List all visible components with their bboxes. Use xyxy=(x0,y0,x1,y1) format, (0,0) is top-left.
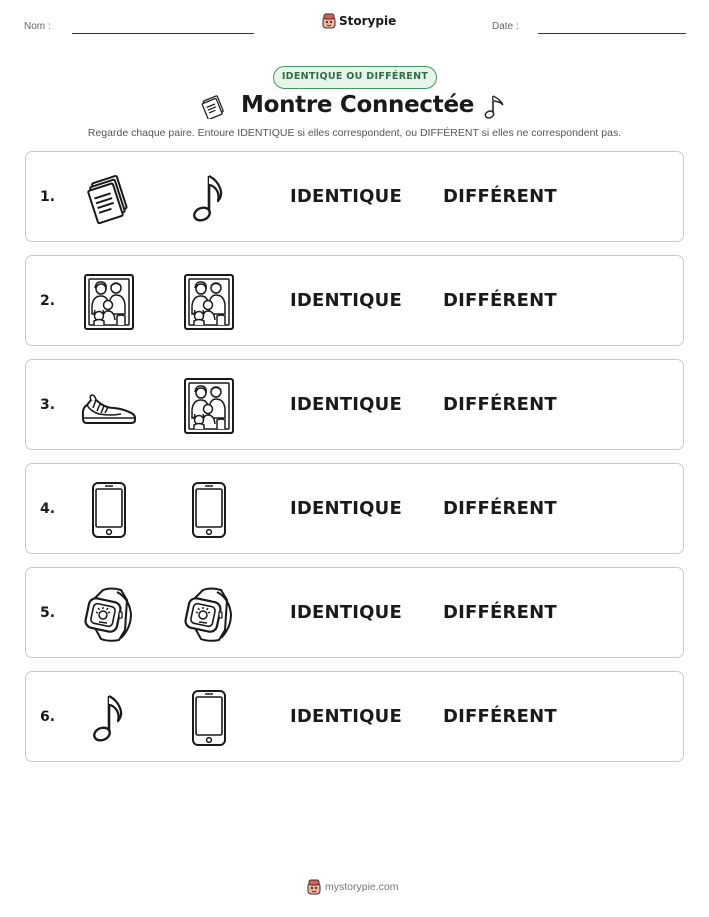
brand-logo xyxy=(322,13,396,29)
family-photo-icon xyxy=(181,274,237,330)
smartphone-icon xyxy=(181,690,237,746)
option-different[interactable]: DIFFÉRENT xyxy=(443,706,557,727)
music-note-icon xyxy=(482,92,508,122)
date-label: Date : xyxy=(492,21,519,32)
row-number: 2. xyxy=(40,293,56,309)
exercise-row xyxy=(25,671,684,762)
exercise-row xyxy=(25,463,684,554)
page-title: Montre Connectée xyxy=(241,92,475,118)
smartphone-icon xyxy=(81,482,137,538)
family-photo-icon xyxy=(181,378,237,434)
option-different[interactable]: DIFFÉRENT xyxy=(443,186,557,207)
smartphone-icon xyxy=(181,482,237,538)
row-number: 1. xyxy=(40,189,56,205)
row-number: 3. xyxy=(40,397,56,413)
option-identique[interactable]: IDENTIQUE xyxy=(290,394,402,415)
row-number: 5. xyxy=(40,605,56,621)
worksheet-type-badge: IDENTIQUE OU DIFFÉRENT xyxy=(273,66,437,89)
title-row xyxy=(0,91,709,125)
footer-url[interactable]: mystorypie.com xyxy=(325,881,399,893)
family-photo-icon xyxy=(81,274,137,330)
notebook-icon xyxy=(81,170,137,226)
sneaker-icon xyxy=(81,378,137,434)
name-label: Nom : xyxy=(24,21,51,32)
storypie-mascot-icon xyxy=(322,13,336,29)
row-number: 6. xyxy=(40,709,56,725)
option-identique[interactable]: IDENTIQUE xyxy=(290,602,402,623)
option-identique[interactable]: IDENTIQUE xyxy=(290,290,402,311)
option-identique[interactable]: IDENTIQUE xyxy=(290,498,402,519)
smartwatch-icon xyxy=(81,586,137,642)
brand-name: Storypie xyxy=(339,14,397,28)
exercise-row xyxy=(25,359,684,450)
music-note-icon xyxy=(81,690,137,746)
smartwatch-icon xyxy=(181,586,237,642)
instructions: Regarde chaque paire. Entoure IDENTIQUE si elles correspondent, ou DIFFÉRENT si elles ne correspondent pas. xyxy=(87,127,622,139)
exercise-row xyxy=(25,151,684,242)
name-line[interactable] xyxy=(72,33,254,34)
footer xyxy=(307,879,399,895)
date-line[interactable] xyxy=(538,33,686,34)
row-number: 4. xyxy=(40,501,56,517)
exercise-row xyxy=(25,567,684,658)
option-different[interactable]: DIFFÉRENT xyxy=(443,290,557,311)
option-different[interactable]: DIFFÉRENT xyxy=(443,602,557,623)
option-different[interactable]: DIFFÉRENT xyxy=(443,394,557,415)
music-note-icon xyxy=(181,170,237,226)
option-different[interactable]: DIFFÉRENT xyxy=(443,498,557,519)
option-identique[interactable]: IDENTIQUE xyxy=(290,706,402,727)
option-identique[interactable]: IDENTIQUE xyxy=(290,186,402,207)
notebook-icon xyxy=(200,95,226,119)
exercise-row xyxy=(25,255,684,346)
storypie-mascot-icon xyxy=(307,879,321,895)
